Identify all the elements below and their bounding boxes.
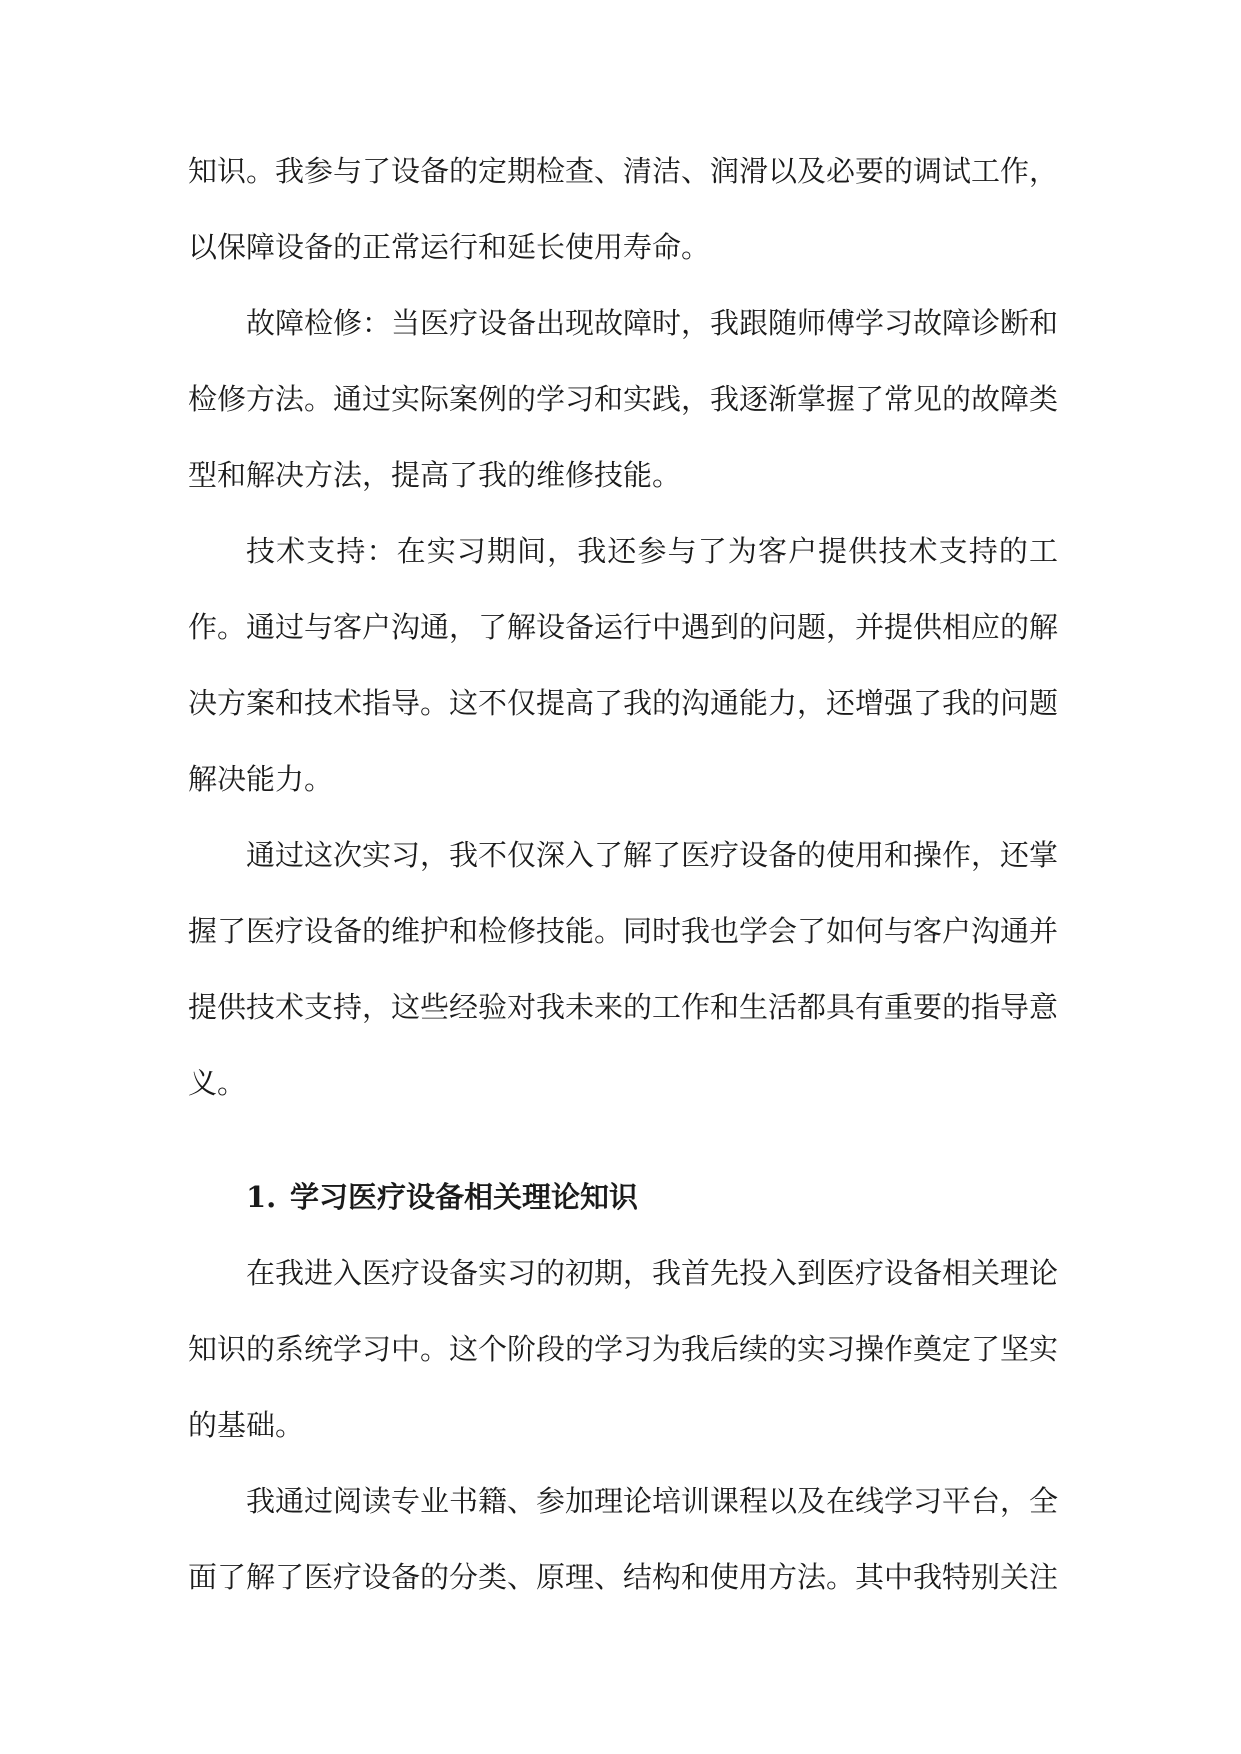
- paragraph-internship-summary: 通过这次实习，我不仅深入了解了医疗设备的使用和操作，还掌握了医疗设备的维护和检修技能。同时我也学会了如何与客户沟通并提供技术支持，这些经验对我未来的工作和生活都具有重要的指导意义。: [188, 838, 1059, 1100]
- document-page: [188, 133, 1058, 1615]
- paragraph-theory-intro: 在我进入医疗设备实习的初期，我首先投入到医疗设备相关理论知识的系统学习中。这个阶段的学习为我后续的实习操作奠定了坚实的基础。: [188, 1256, 1059, 1442]
- paragraph-maintenance-continued: 知识。我参与了设备的定期检查、清洁、润滑以及必要的调试工作，以保障设备的正常运行和延长使用寿命。: [188, 154, 1059, 264]
- section-number: 1.: [246, 1180, 277, 1214]
- paragraph-technical-support: 技术支持：在实习期间，我还参与了为客户提供技术支持的工作。通过与客户沟通，了解设备运行中遇到的问题，并提供相应的解决方案和技术指导。这不仅提高了我的沟通能力，还增强了我的问题解决能力。: [188, 534, 1059, 796]
- paragraph-theory-methods: 我通过阅读专业书籍、参加理论培训课程以及在线学习平台，全面了解了医疗设备的分类、原理、结构和使用方法。其中我特别关注: [188, 1484, 1059, 1594]
- section-heading: [188, 1159, 1058, 1235]
- paragraph-fault-repair: 故障检修：当医疗设备出现故障时，我跟随师傅学习故障诊断和检修方法。通过实际案例的学习和实践，我逐渐掌握了常见的故障类型和解决方法，提高了我的维修技能。: [188, 306, 1059, 492]
- section-title: 学习医疗设备相关理论知识: [290, 1180, 639, 1214]
